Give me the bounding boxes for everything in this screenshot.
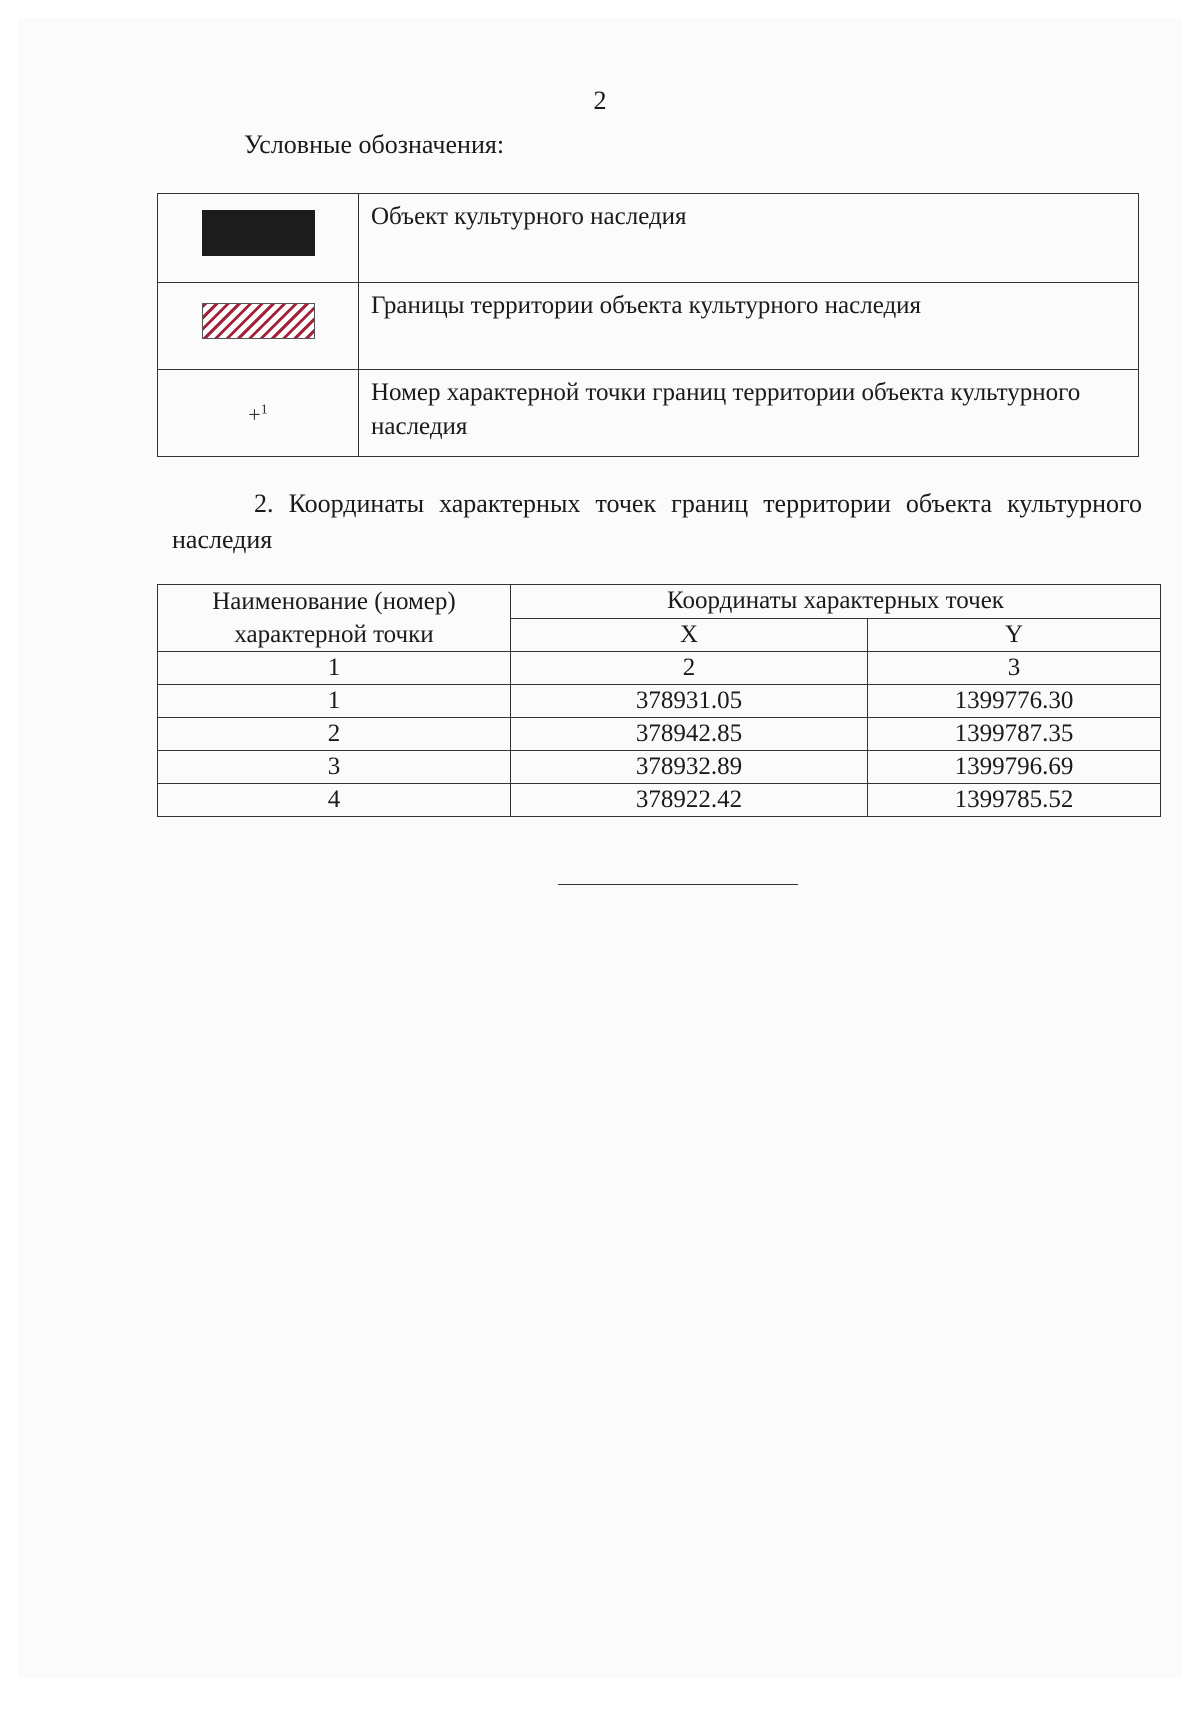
column-number-row [158,652,1161,685]
legend-label: Границы территории объекта культурного наследия [359,283,1139,370]
hatched-rectangle-icon [202,303,315,339]
y-coordinate: 1399796.69 [868,751,1161,784]
y-coordinate: 1399776.30 [868,685,1161,718]
column-number: 2 [511,652,868,685]
legend-symbol-cell [158,283,359,370]
legend-label: Номер характерной точки границ территории объекта культурного наследия [359,370,1139,457]
column-number: 1 [158,652,511,685]
legend-row [158,370,1139,457]
table-row [158,685,1161,718]
coordinates-table [157,584,1161,817]
x-coordinate: 378931.05 [511,685,868,718]
end-of-document-rule [558,884,798,885]
legend-heading: Условные обозначения: [244,130,505,159]
section-title: 2. Координаты характерных точек границ территории объекта культурного наследия [172,489,1142,554]
x-coordinate: 378922.42 [511,784,868,817]
point-marker-number: 1 [260,402,268,418]
table-header-row [158,585,1161,619]
table-row [158,784,1161,817]
point-number: 1 [158,685,511,718]
legend-label: Объект культурного наследия [359,194,1139,283]
legend-row [158,194,1139,283]
point-number: 2 [158,718,511,751]
legend-symbol-cell [158,194,359,283]
point-number: 4 [158,784,511,817]
point-marker-symbol: + [248,402,261,428]
legend-table [157,193,1139,457]
header-point-name: Наименование (номер) характерной точки [158,585,511,652]
column-number: 3 [868,652,1161,685]
table-row [158,751,1161,784]
y-coordinate: 1399787.35 [868,718,1161,751]
legend-row [158,283,1139,370]
legend-symbol-cell [158,370,359,457]
point-marker-icon [248,402,267,427]
table-row [158,718,1161,751]
y-coordinate: 1399785.52 [868,784,1161,817]
page-number: 2 [593,86,607,115]
point-number: 3 [158,751,511,784]
x-coordinate: 378932.89 [511,751,868,784]
black-rectangle-icon [202,210,315,256]
header-y: Y [868,618,1161,652]
header-x: X [511,618,868,652]
document-page [18,18,1182,1678]
x-coordinate: 378942.85 [511,718,868,751]
header-coordinates: Координаты характерных точек [511,585,1161,619]
